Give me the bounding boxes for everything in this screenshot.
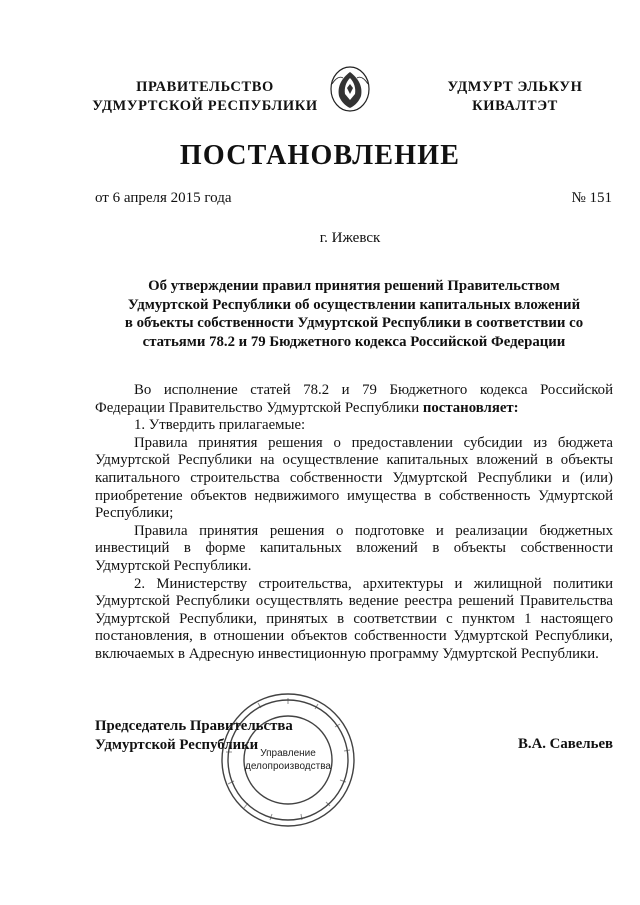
stamp-line-1: Управление [260,748,316,759]
signatory-name: В.А. Савельев [518,736,613,752]
signatory-position-line-1: Председатель Правительства [95,718,293,734]
stamp-line-2: делопроизводства [244,761,332,772]
official-stamp-icon [218,690,358,830]
body-paragraph-3: Правила принятия решения о предоставлении субсидии из бюджета Удмуртской Республики на осуществление капитальных вложений в объекты капитального строительства собственности Удмуртской Республики и (или) приобретение объектов недвижимого имущества в собственность Удмуртской Республики; [95,434,613,522]
issuer-udmurt-line-1: УДМУРТ ЭЛЬКУН [447,79,583,95]
document-date: от 6 апреля 2015 года [95,190,232,206]
resolves-keyword: постановляет: [422,399,519,416]
document-subject [95,277,613,351]
document-number: № 151 [571,190,612,206]
subject-line-2: Удмуртской Республики об осуществлении капитальных вложений [127,296,581,313]
issuer-line-1: ПРАВИТЕЛЬСТВО [136,79,274,95]
subject-line-1: Об утверждении правил принятия решений Правительством [148,278,560,294]
coat-of-arms-icon [328,64,372,116]
body-paragraph-4: Правила принятия решения о подготовке и реализации бюджетных инвестиций в форме капитальных вложений в объекты собственности Удмуртской Республики. [95,522,613,574]
document-city: г. Ижевск [319,230,381,246]
body-paragraph-1-text: Во исполнение статей 78.2 и 79 Бюджетного кодекса Российской Федерации Правительство Удмуртской Республики [95,382,613,416]
issuer-name-udmurt [420,78,610,116]
document-body [95,382,613,664]
body-paragraph-2: 1. Утвердить прилагаемые: [134,417,306,434]
issuer-udmurt-line-2: КИВАЛТЭТ [472,98,558,114]
document-title: ПОСТАНОВЛЕНИЕ [179,140,461,171]
signatory-position-line-2: Удмуртской Республики [95,737,259,753]
body-paragraph-5: 2. Министерству строительства, архитектуры и жилищной политики Удмуртской Республики осуществлять ведение реестра решений Правительства Удмуртской Республики, принятых в соответствии с пунктом 1 настоящего постановления, в отношении объектов собственности Удмуртской Республики, включаемых в Адресную инвестиционную программу Удмуртской Республики. [95,575,613,662]
subject-line-3: в объекты собственности Удмуртской Республики в соответствии со [124,315,584,331]
body-paragraph-1 [95,382,613,417]
issuer-name-russian [80,78,330,116]
issuer-line-2: УДМУРТСКОЙ РЕСПУБЛИКИ [92,98,318,114]
subject-line-4: статьями 78.2 и 79 Бюджетного кодекса Российской Федерации [142,333,566,350]
